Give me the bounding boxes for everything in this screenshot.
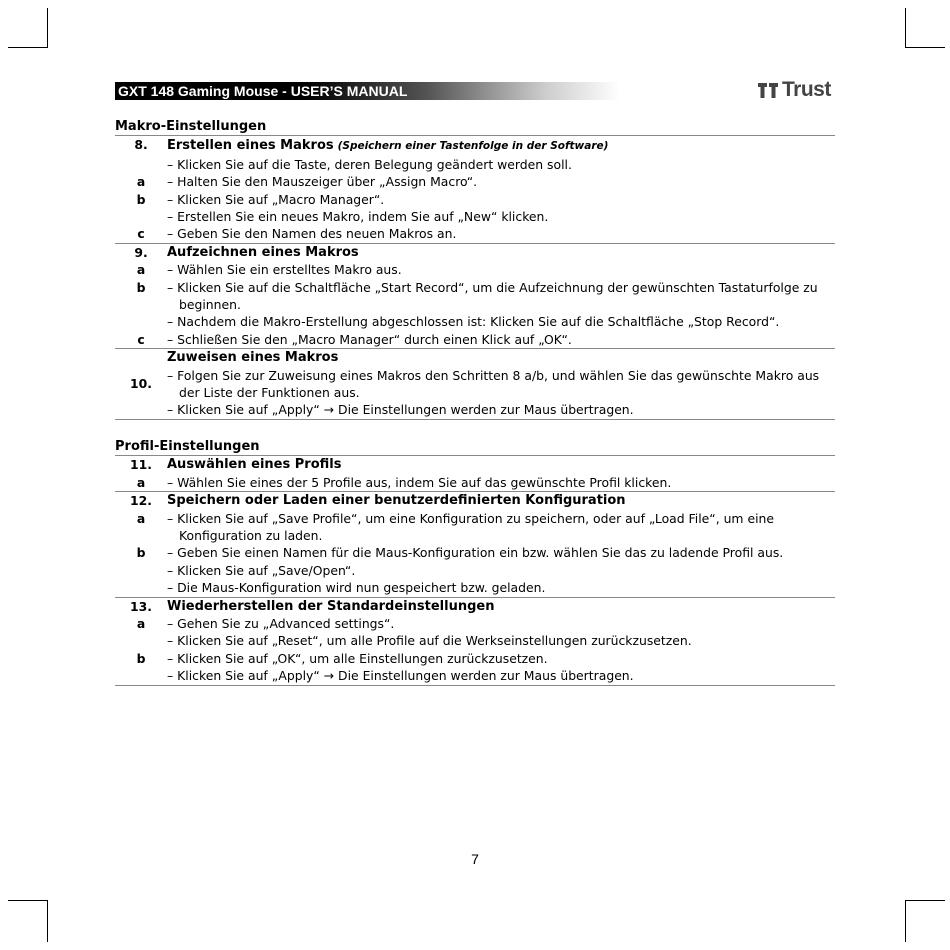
line-text: – Geben Sie den Namen des neuen Makros an.: [167, 226, 457, 242]
line-text: – Klicken Sie auf „Reset“, um alle Profile auf die Werkseinstellungen zurückzusetzen.: [167, 633, 692, 649]
crop-mark-bottom-right-h: [905, 900, 945, 901]
section-title-macro: Makro-Einstellungen: [115, 119, 267, 134]
step-9: [115, 243, 835, 348]
crop-mark-top-left-v: [47, 8, 48, 48]
step-line: [115, 225, 835, 242]
line-text: – Klicken Sie auf die Taste, deren Belegung geändert werden soll.: [167, 156, 572, 172]
line-text: – Klicken Sie auf „Save/Open“.: [167, 562, 356, 578]
trust-logo: [758, 78, 831, 102]
line-label: [115, 313, 167, 330]
step-number: 9.: [134, 244, 148, 260]
step-line: [115, 191, 835, 208]
line-text: – Wählen Sie ein erstelltes Makro aus.: [167, 262, 402, 278]
step-11: [115, 455, 835, 491]
line-label: b: [136, 650, 146, 666]
step-number: 8.: [134, 137, 148, 153]
step-12: [115, 491, 835, 596]
line-text: – Die Maus-Konfiguration wird nun gespeichert bzw. geladen.: [167, 580, 546, 596]
step-heading: Aufzeichnen eines Makros: [167, 244, 359, 260]
line-text: – Geben Sie einen Namen für die Maus-Konfiguration ein bzw. wählen Sie das zu ladende Profil aus.: [167, 545, 784, 561]
line-text: – Erstellen Sie ein neues Makro, indem Sie auf „New“ klicken.: [167, 209, 549, 225]
crop-mark-top-left-h: [8, 47, 48, 48]
line-text: – Wählen Sie eines der 5 Profile aus, indem Sie auf das gewünschte Profil klicken.: [167, 474, 672, 490]
step-heading: Wiederherstellen der Standardeinstellungen: [167, 598, 495, 614]
step-line: [115, 562, 835, 579]
step-line: [115, 667, 835, 684]
step-13: [115, 597, 835, 686]
manual-title: GXT 148 Gaming Mouse - USER’S MANUAL: [118, 83, 408, 99]
crop-mark-bottom-left-h: [8, 900, 48, 901]
step-line: [115, 173, 835, 190]
trust-logo-text: Trust: [782, 78, 831, 101]
line-label: a: [136, 474, 146, 490]
step-number: 11.: [130, 457, 152, 473]
step-line: [115, 510, 835, 545]
line-label: c: [137, 226, 145, 242]
line-label: c: [137, 331, 145, 347]
step-line: [115, 279, 835, 314]
page-number: 7: [471, 851, 479, 867]
line-label: [115, 156, 167, 173]
line-text: – Gehen Sie zu „Advanced settings“.: [167, 615, 395, 631]
line-text: – Folgen Sie zur Zuweisung eines Makros den Schritten 8 a/b, und wählen Sie das gewünschte Makro aus der Liste der Funktionen aus.: [167, 367, 820, 401]
line-text: – Klicken Sie auf „Macro Manager“.: [167, 191, 385, 207]
step-line: [115, 313, 835, 330]
step-line: [115, 650, 835, 667]
step-line: [115, 579, 835, 596]
step-heading-row: [115, 244, 835, 261]
step-note: (Speichern einer Tastenfolge in der Software): [337, 140, 609, 153]
step-heading-row: [115, 136, 835, 155]
step-line: [115, 615, 835, 632]
step-line: [115, 156, 835, 173]
step-number: 13.: [130, 598, 152, 614]
step-heading-row: [115, 492, 835, 509]
step-heading: Erstellen eines Makros: [167, 138, 334, 154]
step-heading-row: [115, 598, 835, 615]
step-heading: Auswählen eines Profils: [167, 457, 342, 473]
step-number: 12.: [130, 493, 152, 509]
step-line: [115, 331, 835, 348]
line-label: [115, 667, 167, 684]
step-heading: Speichern oder Laden einer benutzerdefinierten Konfiguration: [167, 493, 626, 509]
line-label: [115, 632, 167, 649]
line-label: [115, 208, 167, 225]
crop-mark-top-right-v: [905, 8, 906, 48]
step-8: [115, 135, 835, 242]
step-line: [115, 474, 835, 491]
crop-mark-top-right-h: [905, 47, 945, 48]
line-text: – Schließen Sie den „Macro Manager“ durch einen Klick auf „OK“.: [167, 331, 572, 347]
step-number: 10.: [130, 376, 152, 392]
line-label: b: [136, 279, 146, 295]
step-line: [115, 544, 835, 561]
line-label: a: [136, 262, 146, 278]
step-line: [115, 632, 835, 649]
line-text: – Halten Sie den Mauszeiger über „Assign Macro“.: [167, 174, 478, 190]
line-text: – Klicken Sie auf „Apply“ → Die Einstellungen werden zur Maus übertragen.: [167, 668, 634, 684]
line-text: – Klicken Sie auf „Save Profile“, um eine Konfiguration zu speichern, oder auf „Load File“, um eine Konfiguration zu laden.: [167, 510, 774, 543]
line-text: – Klicken Sie auf „OK“, um alle Einstellungen zurückzusetzen.: [167, 650, 548, 666]
line-label: b: [136, 191, 146, 207]
step-heading-row: [115, 456, 835, 473]
manual-content: [115, 118, 835, 686]
line-text: – Nachdem die Makro-Erstellung abgeschlossen ist: Klicken Sie auf die Schaltfläche „Stop Record“.: [167, 314, 780, 330]
step-10: [115, 348, 835, 420]
line-label: a: [136, 510, 146, 526]
line-label: b: [136, 545, 146, 561]
step-line: [115, 208, 835, 225]
step-heading: Zuweisen eines Makros: [167, 350, 339, 366]
section-title-profile: Profil-Einstellungen: [115, 438, 260, 454]
crop-mark-bottom-right-v: [905, 900, 906, 942]
line-label: [115, 579, 167, 596]
step-line: [115, 261, 835, 278]
line-label: a: [136, 615, 146, 631]
crop-mark-bottom-left-v: [47, 900, 48, 942]
line-text: – Klicken Sie auf „Apply“ → Die Einstellungen werden zur Maus übertragen.: [167, 402, 634, 418]
line-text: – Klicken Sie auf die Schaltfläche „Start Record“, um die Aufzeichnung der gewünschten Tastaturfolge zu beginnen.: [167, 279, 818, 313]
line-label: a: [136, 174, 146, 190]
trust-logo-mark-icon: [758, 81, 780, 99]
line-label: [115, 562, 167, 579]
